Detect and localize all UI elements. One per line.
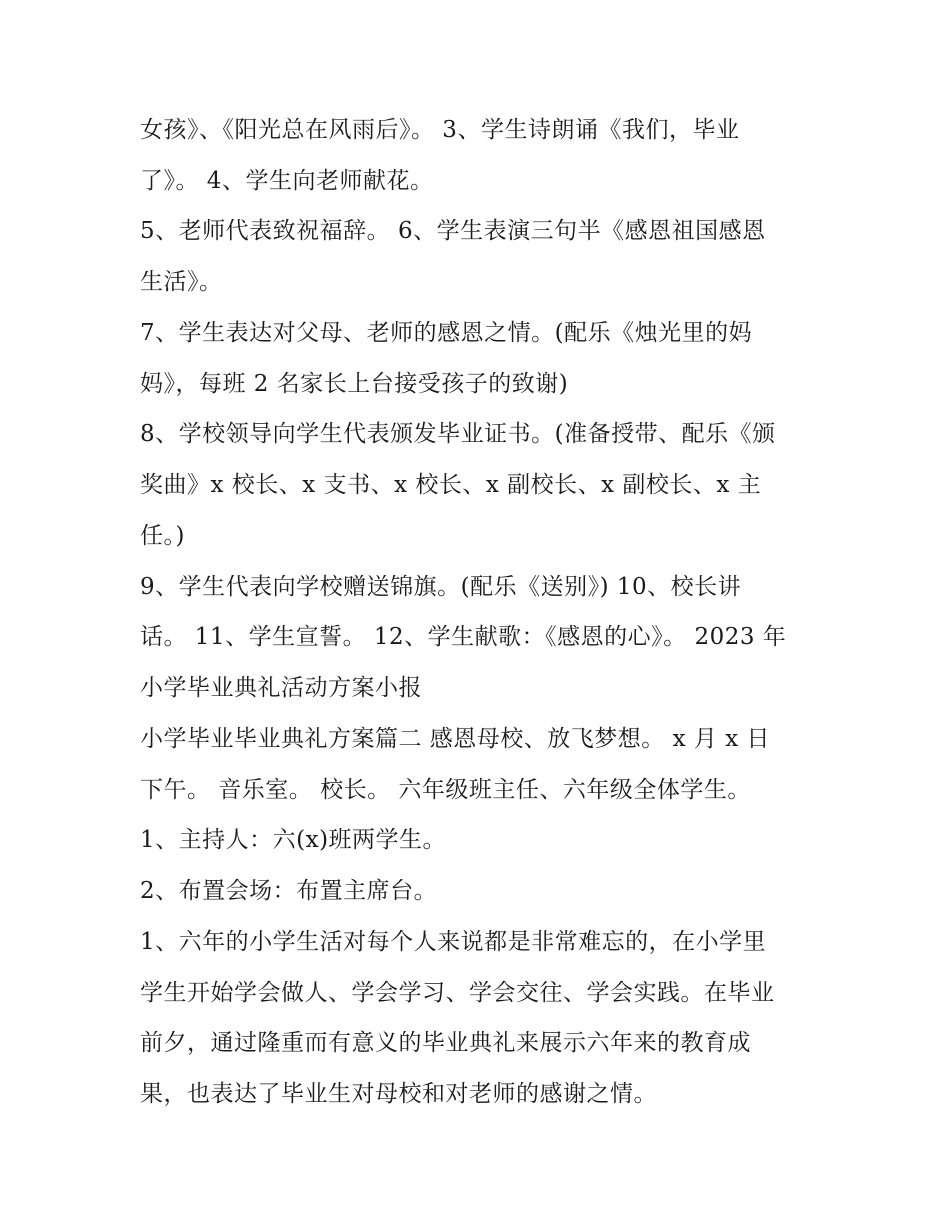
text-line: 果，也表达了毕业生对母校和对老师的感谢之情。	[140, 1081, 657, 1107]
text-line: 女孩》、《阳光总在风雨后》。 3、学生诗朗诵《我们，毕业	[140, 117, 740, 143]
text-line: 8、学校领导向学生代表颁发毕业证书。(准备授带、配乐《颁	[140, 421, 776, 447]
text-line: 9、学生代表向学校赠送锦旗。(配乐《送别》) 10、校长讲	[140, 574, 742, 600]
text-line: 学生开始学会做人、学会学习、学会交往、学会实践。在毕业	[140, 980, 775, 1006]
text-line: 7、学生表达对父母、老师的感恩之情。(配乐《烛光里的妈	[140, 320, 753, 346]
text-line: 5、老师代表致祝福辞。 6、学生表演三句半《感恩祖国感恩	[140, 218, 766, 244]
text-line: 妈》，每班 2 名家长上台接受孩子的致谢)	[140, 371, 569, 397]
text-line: 小学毕业毕业典礼方案篇二 感恩母校、放飞梦想。 x 月 x 日	[140, 726, 770, 752]
text-line: 小学毕业典礼活动方案小报	[140, 675, 422, 701]
text-line: 2、布置会场：布置主席台。	[140, 878, 438, 904]
text-line: 前夕，通过隆重而有意义的毕业典礼来展示六年来的教育成	[140, 1030, 751, 1056]
text-line: 生活》。	[140, 269, 223, 295]
text-line: 了》。 4、学生向老师献花。	[140, 168, 434, 194]
text-line: 1、主持人：六(x)班两学生。	[140, 827, 447, 853]
text-line: 奖曲》x 校长、x 支书、x 校长、x 副校长、x 副校长、x 主	[140, 472, 762, 498]
text-line: 下午。 音乐室。 校长。 六年级班主任、六年级全体学生。	[140, 777, 751, 803]
text-line: 1、六年的小学生活对每个人来说都是非常难忘的，在小学里	[140, 929, 767, 955]
text-line: 话。 11、学生宣誓。 12、学生献歌：《感恩的心》。 2023 年	[140, 624, 787, 650]
text-line: 任。)	[140, 523, 185, 549]
